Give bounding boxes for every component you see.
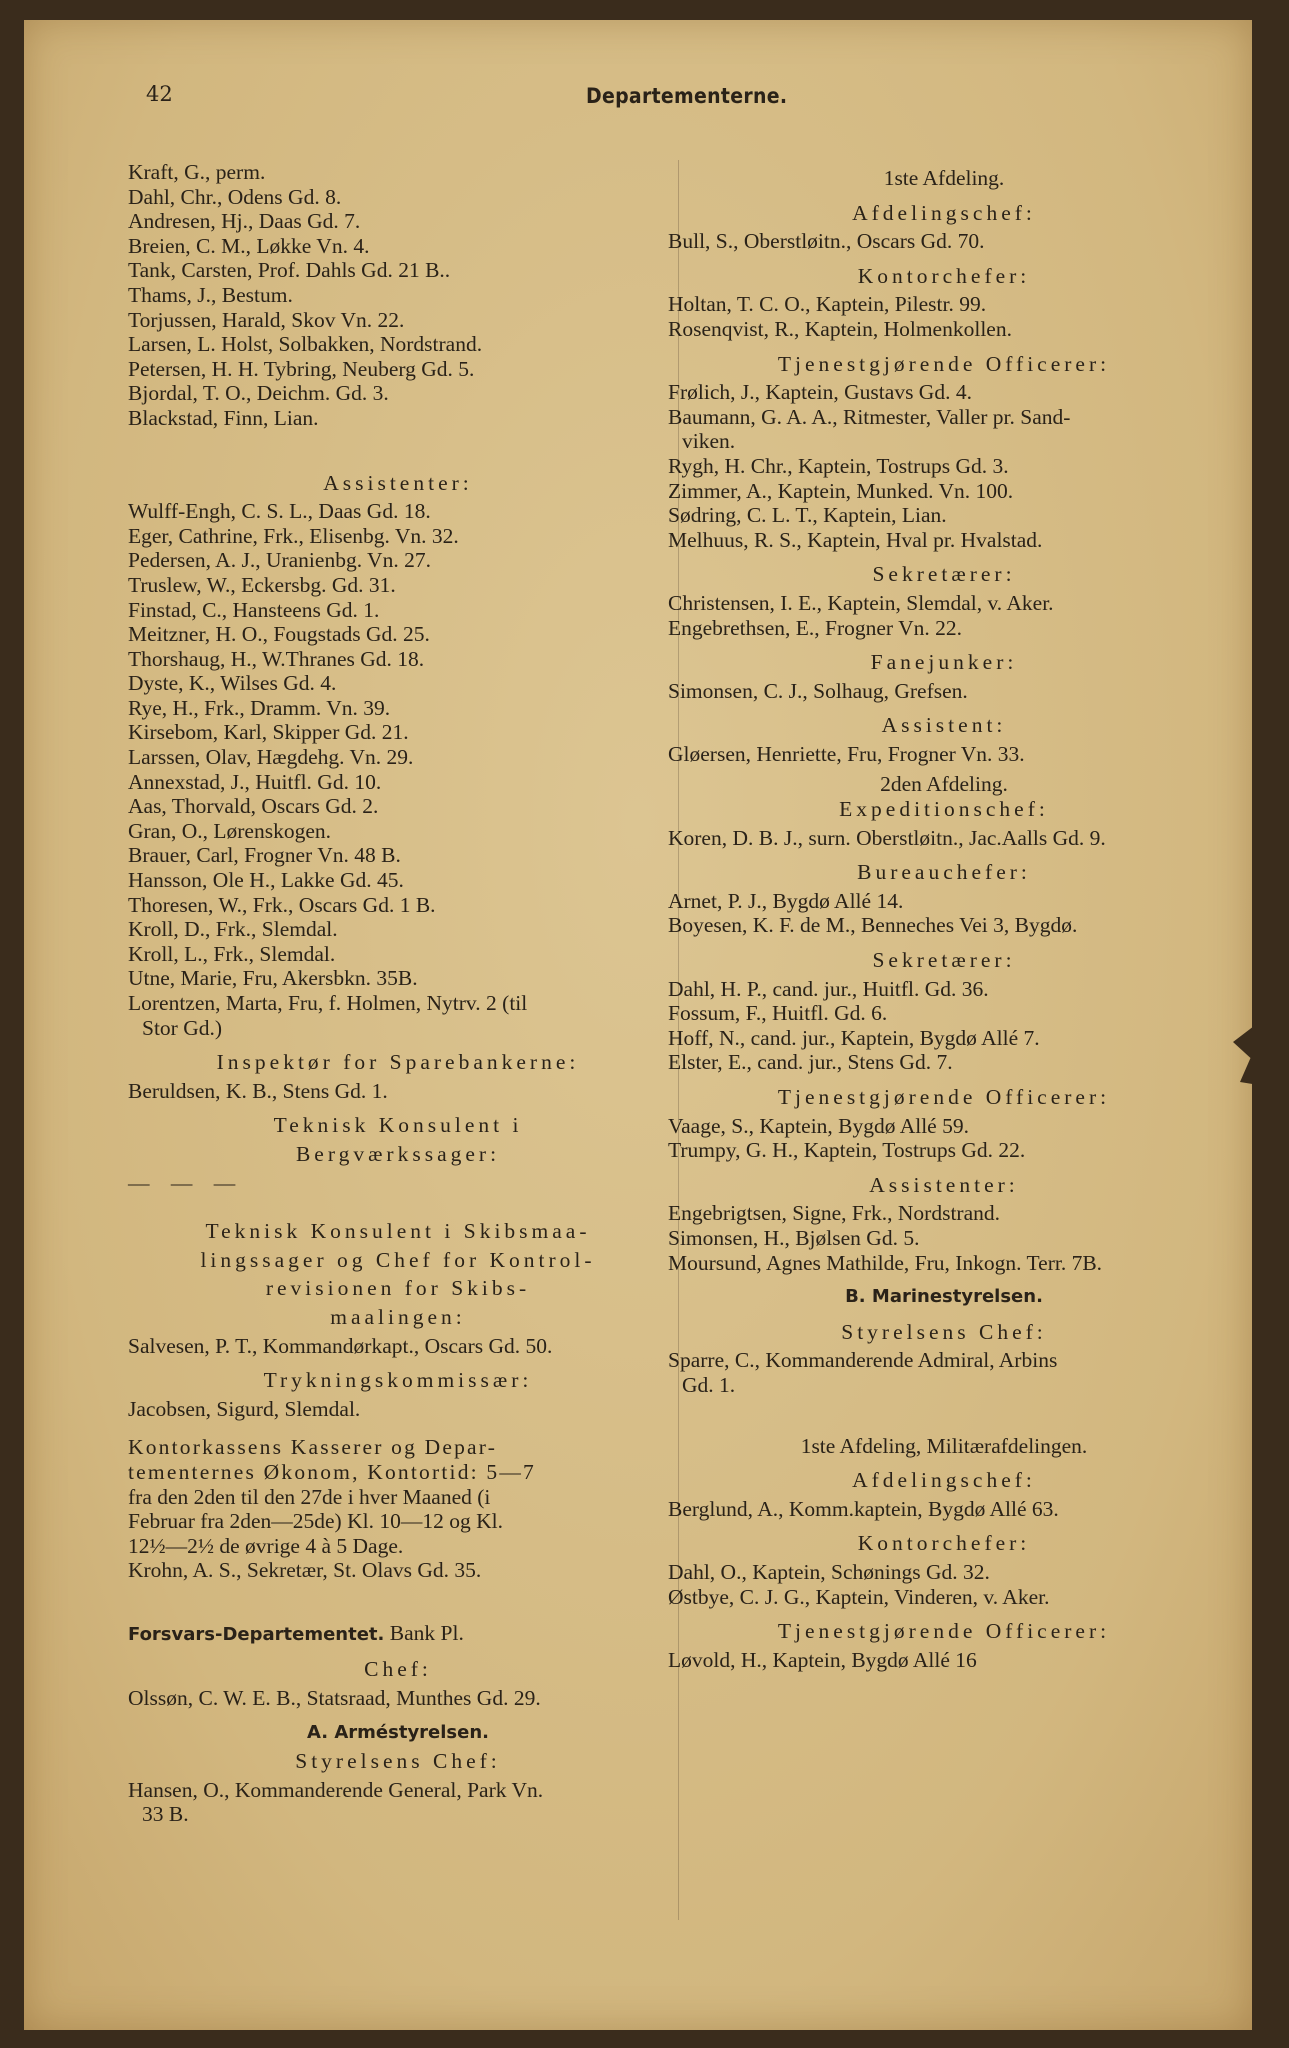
section-heading: Teknisk Konsulent i Skibsmaa- — [205, 1219, 591, 1244]
directory-entry: Simonsen, C. J., Solhaug, Grefsen. — [668, 678, 968, 703]
spacer — [128, 431, 668, 461]
directorate-heading: B. Marinestyrelsen. — [845, 1286, 1043, 1308]
section-heading: revisionen for Skibs- — [265, 1276, 531, 1301]
directory-entry: Engebrethsen, E., Frogner Vn. 22. — [668, 615, 962, 640]
section-heading: Kontorchefer: — [857, 263, 1031, 288]
directory-entry: 12½—2½ de øvrige 4 à 5 Dage. — [128, 1533, 404, 1558]
department-address: Bank Pl. — [384, 1620, 464, 1645]
directory-entry: Beruldsen, K. B., Stens Gd. 1. — [128, 1078, 388, 1103]
section-heading: Assistenter: — [869, 1172, 1019, 1197]
directory-entry: Tank, Carsten, Prof. Dahls Gd. 21 B.. — [128, 258, 451, 283]
directory-entry: Dahl, Chr., Odens Gd. 8. — [128, 184, 342, 209]
left-column — [128, 160, 668, 1827]
directory-entry: Rye, H., Frk., Dramm. Vn. 39. — [128, 695, 391, 720]
directory-entry: Dyste, K., Wilses Gd. 4. — [128, 671, 337, 696]
section-heading: Tjenestgjørende Officerer: — [777, 1085, 1111, 1109]
directory-entry: Blackstad, Finn, Lian. — [128, 405, 319, 430]
directorate-heading: A. Arméstyrelsen. — [306, 1721, 490, 1743]
directory-entry: Februar fra 2den—25de) Kl. 10—12 og Kl. — [128, 1509, 503, 1534]
directory-entry: Larsen, L. Holst, Solbakken, Nordstrand. — [128, 332, 483, 357]
directory-entry: Kraft, G., perm. — [128, 160, 266, 184]
directory-entry: Jacobsen, Sigurd, Slemdal. — [128, 1396, 361, 1421]
page-number: 42 — [146, 82, 173, 106]
department-name: Forsvars-Departementet. — [128, 1623, 385, 1645]
section-heading: Styrelsens Chef: — [295, 1749, 501, 1774]
directory-entry: Gran, O., Lørenskogen. — [128, 818, 332, 843]
directory-entry: Kroll, D., Frk., Slemdal. — [128, 917, 338, 942]
directory-entry: Wulff-Engh, C. S. L., Daas Gd. 18. — [128, 499, 431, 524]
section-heading: Bureauchefer: — [857, 860, 1031, 885]
directory-entry: Hoff, N., cand. jur., Kaptein, Bygdø Allé 7. — [668, 1025, 1040, 1050]
directory-entry: Bjordal, T. O., Deichm. Gd. 3. — [128, 381, 389, 406]
entry-continuation: viken. — [682, 429, 736, 454]
section-heading: Inspektør for Sparebankerne: — [216, 1050, 580, 1075]
directory-entry: Fossum, F., Huitfl. Gd. 6. — [668, 1001, 888, 1026]
directory-entry: fra den 2den til den 27de i hver Maaned (i — [128, 1484, 491, 1509]
spacer — [128, 1195, 668, 1209]
directory-entry: Gløersen, Henriette, Fru, Frogner Vn. 33. — [668, 741, 1025, 766]
section-heading: Tjenestgjørende Officerer: — [777, 1619, 1111, 1644]
directory-entry: Elster, E., cand. jur., Stens Gd. 7. — [668, 1050, 953, 1075]
directory-entry: Trumpy, G. H., Kaptein, Tostrups Gd. 22. — [668, 1138, 1026, 1163]
directory-entry: Dahl, H. P., cand. jur., Huitfl. Gd. 36. — [668, 976, 989, 1001]
spacer — [128, 1613, 668, 1621]
division-heading: 1ste Afdeling, Militærafdelingen. — [800, 1433, 1088, 1458]
directory-entry: Moursund, Agnes Mathilde, Fru, Inkogn. Terr. 7B. — [668, 1250, 1103, 1275]
section-heading: Sekretærer: — [872, 948, 1016, 973]
directory-entry: Christensen, I. E., Kaptein, Slemdal, v. Aker. — [668, 590, 1054, 615]
spacer — [668, 1398, 1220, 1428]
entry-continuation: Stor Gd.) — [142, 1015, 223, 1040]
directory-entry: Hansson, Ole H., Lakke Gd. 45. — [128, 868, 404, 893]
section-heading: Tjenestgjørende Officerer: — [777, 351, 1111, 376]
directory-entry: Rygh, H. Chr., Kaptein, Tostrups Gd. 3. — [668, 453, 1009, 478]
directory-entry: Meitzner, H. O., Fougstads Gd. 25. — [128, 622, 430, 647]
directory-entry: Truslew, W., Eckersbg. Gd. 31. — [128, 572, 396, 597]
directory-entry: Hansen, O., Kommanderende General, Park Vn. — [128, 1777, 544, 1802]
directory-entry: Vaage, S., Kaptein, Bygdø Allé 59. — [668, 1113, 969, 1138]
directory-entry: Løvold, H., Kaptein, Bygdø Allé 16 — [668, 1647, 977, 1672]
directory-entry: Utne, Marie, Fru, Akersbkn. 35B. — [128, 966, 418, 991]
directory-entry: Thams, J., Bestum. — [128, 282, 293, 307]
directory-entry: Breien, C. M., Løkke Vn. 4. — [128, 233, 370, 258]
directory-entry: Pedersen, A. J., Uranienbg. Vn. 27. — [128, 548, 431, 573]
directory-entry: Rosenqvist, R., Kaptein, Holmenkollen. — [668, 316, 1012, 341]
directory-entry: Torjussen, Harald, Skov Vn. 22. — [128, 307, 405, 332]
department-heading — [128, 1621, 668, 1648]
directory-entry: Baumann, G. A. A., Ritmester, Valler pr. Sand- — [668, 404, 1071, 429]
directory-entry: Kirsebom, Karl, Skipper Gd. 21. — [128, 720, 409, 745]
spacer — [128, 1421, 668, 1435]
entry-continuation: Gd. 1. — [682, 1372, 736, 1397]
section-heading: Afdelingschef: — [852, 1468, 1036, 1493]
directory-entry: Berglund, A., Komm.kaptein, Bygdø Allé 63. — [668, 1496, 1059, 1521]
directory-entry: Petersen, H. H. Tybring, Neuberg Gd. 5. — [128, 356, 475, 381]
right-column — [668, 160, 1220, 1672]
section-heading: Sekretærer: — [872, 562, 1016, 587]
directory-entry: Arnet, P. J., Bygdø Allé 14. — [668, 888, 904, 913]
section-heading: Expeditionschef: — [839, 797, 1049, 822]
directory-entry: Kroll, L., Frk., Slemdal. — [128, 941, 336, 966]
division-heading: 2den Afdeling. — [880, 772, 1008, 797]
directory-entry: Frølich, J., Kaptein, Gustavs Gd. 4. — [668, 380, 972, 405]
vacant-entry: — — — — [128, 1170, 244, 1195]
directory-entry: Brauer, Carl, Frogner Vn. 48 B. — [128, 843, 401, 868]
section-heading: Fanejunker: — [870, 650, 1018, 675]
section-heading: Teknisk Konsulent i — [273, 1113, 523, 1138]
directory-entry: Sparre, C., Kommanderende Admiral, Arbins — [668, 1348, 1058, 1373]
directory-entry: Sødring, C. L. T., Kaptein, Lian. — [668, 503, 947, 528]
section-heading: Styrelsens Chef: — [841, 1319, 1047, 1344]
notice-line: Kontorkassens Kasserer og Depar- — [128, 1435, 498, 1460]
directory-entry: Larssen, Olav, Hægdehg. Vn. 29. — [128, 745, 414, 770]
section-heading: Bergværkssager: — [295, 1141, 501, 1166]
directory-entry: Thorshaug, H., W.Thranes Gd. 18. — [128, 646, 425, 671]
directory-entry: Aas, Thorvald, Oscars Gd. 2. — [128, 794, 379, 819]
directory-entry: Krohn, A. S., Sekretær, St. Olavs Gd. 35. — [128, 1558, 482, 1583]
section-heading: Afdelingschef: — [852, 200, 1036, 225]
directory-entry: Annexstad, J., Huitfl. Gd. 10. — [128, 769, 382, 794]
section-heading: Assistent: — [881, 713, 1007, 738]
directory-entry: Eger, Cathrine, Frk., Elisenbg. Vn. 32. — [128, 523, 459, 548]
page-header — [0, 82, 1289, 118]
section-heading: Trykningskommissær: — [263, 1368, 533, 1393]
directory-entry: Olssøn, C. W. E. B., Statsraad, Munthes Gd. 29. — [128, 1686, 541, 1711]
division-heading: 1ste Afdeling. — [883, 166, 1005, 190]
directory-entry: Boyesen, K. F. de M., Benneches Vei 3, Bygdø. — [668, 913, 1078, 938]
spacer — [128, 1583, 668, 1613]
page-title: Departementerne. — [586, 84, 788, 108]
section-heading: Assistenter: — [323, 470, 473, 495]
directory-entry: Thoresen, W., Frk., Oscars Gd. 1 B. — [128, 892, 436, 917]
directory-entry: Engebrigtsen, Signe, Frk., Nordstrand. — [668, 1201, 1001, 1226]
directory-entry: Finstad, C., Hansteens Gd. 1. — [128, 597, 380, 622]
directory-entry: Lorentzen, Marta, Fru, f. Holmen, Nytrv. 2 (til — [128, 991, 528, 1015]
notice-line: tementernes Økonom, Kontortid: 5—7 — [128, 1459, 536, 1484]
directory-entry: Melhuus, R. S., Kaptein, Hval pr. Hvalstad. — [668, 527, 1043, 552]
directory-entry: Zimmer, A., Kaptein, Munked. Vn. 100. — [668, 478, 1014, 503]
entry-continuation: 33 B. — [142, 1802, 189, 1827]
section-heading: Chef: — [364, 1657, 432, 1682]
directory-entry: Andresen, Hj., Daas Gd. 7. — [128, 209, 361, 234]
directory-entry: Salvesen, P. T., Kommandørkapt., Oscars Gd. 50. — [128, 1333, 553, 1358]
section-heading: Kontorchefer: — [857, 1531, 1031, 1556]
directory-entry: Østbye, C. J. G., Kaptein, Vinderen, v. Aker. — [668, 1584, 1050, 1609]
directory-entry: Bull, S., Oberstløitn., Oscars Gd. 70. — [668, 229, 985, 254]
section-heading: maalingen: — [330, 1304, 466, 1329]
section-heading: lingssager og Chef for Kontrol- — [200, 1247, 596, 1272]
directory-entry: Holtan, T. C. O., Kaptein, Pilestr. 99. — [668, 292, 987, 317]
directory-entry: Dahl, O., Kaptein, Schønings Gd. 32. — [668, 1559, 990, 1584]
directory-entry: Simonsen, H., Bjølsen Gd. 5. — [668, 1225, 920, 1250]
directory-entry: Koren, D. B. J., surn. Oberstløitn., Jac.Aalls Gd. 9. — [668, 825, 1106, 850]
